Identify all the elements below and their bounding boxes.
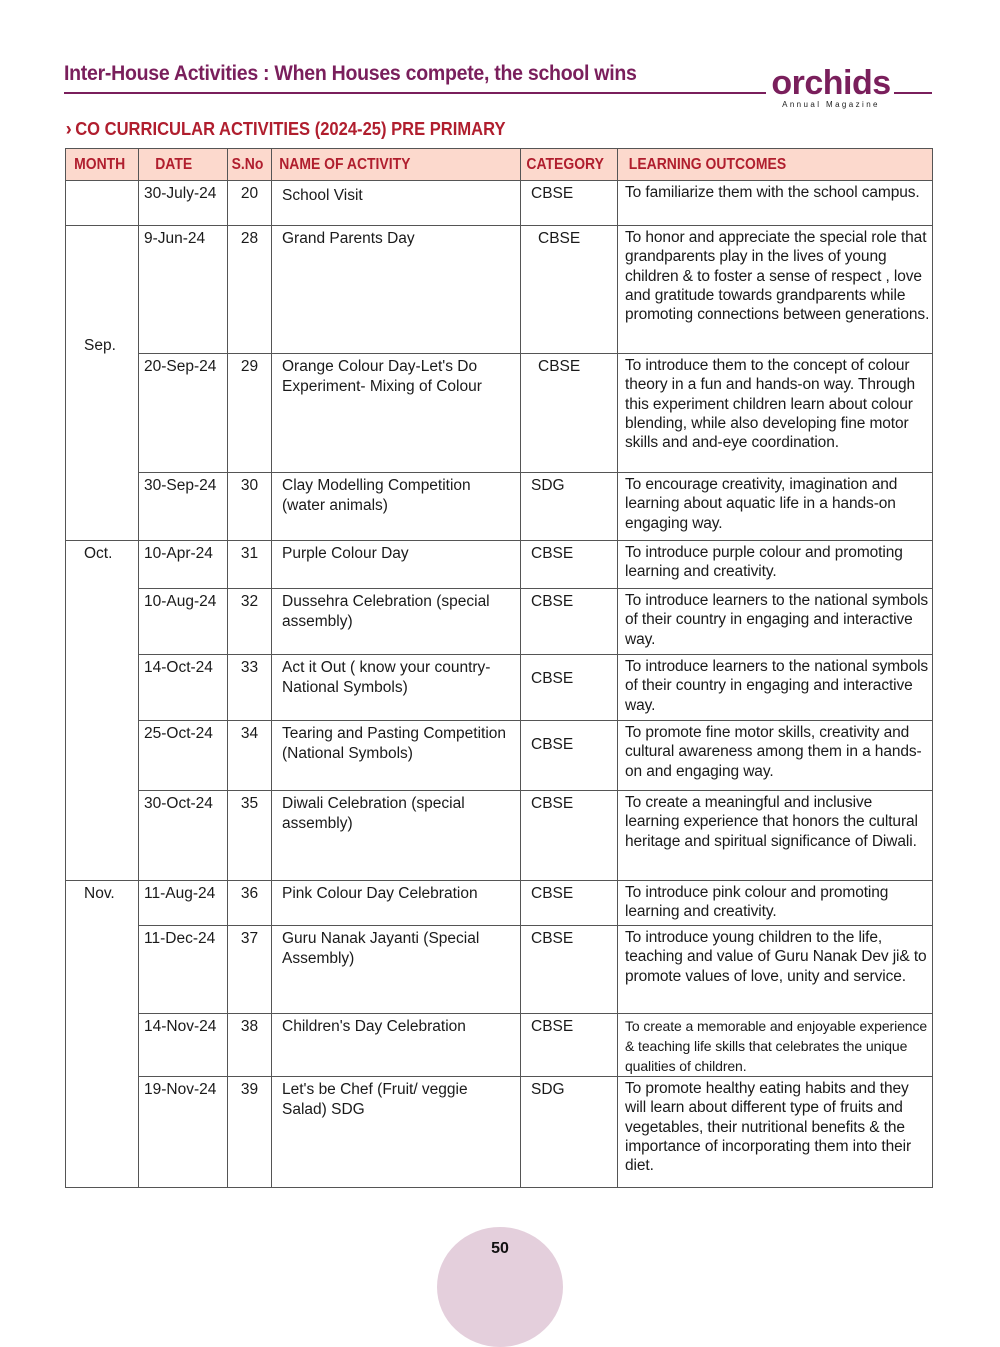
sno-text: 32 — [240, 593, 259, 610]
sno-text: 29 — [240, 358, 259, 375]
month-cell — [66, 181, 139, 226]
table-row — [66, 354, 933, 473]
name-cell — [272, 1014, 521, 1077]
outcome-cell — [618, 473, 933, 541]
table-row — [66, 791, 933, 881]
logo-wordmark: orchids — [771, 64, 891, 102]
date-cell — [139, 926, 228, 1014]
outcome-text: To honor and appreciate the special role that grandparents play in the lives of young children & to foster a sense of respect , love and gratitude towards grandparents while promoting connections between generations. — [625, 229, 930, 324]
outcome-cell — [618, 589, 933, 655]
date-text: 14-Nov-24 — [144, 1018, 217, 1035]
name-cell — [272, 473, 521, 541]
category-text: SDG — [531, 1081, 565, 1098]
date-cell — [139, 181, 228, 226]
date-text: 11-Aug-24 — [144, 885, 216, 902]
name-cell — [272, 589, 521, 655]
outcome-text: To introduce them to the concept of colour theory in a fun and hands-on way. Through this experiment children learn about colour blending, while also developing fine motor skills and and-eye coordination. — [625, 357, 916, 452]
sno-cell — [228, 791, 272, 881]
outcome-text: To introduce pink colour and promoting learning and creativity. — [625, 884, 889, 921]
name-text: Pink Colour Day Celebration — [282, 885, 478, 902]
category-cell — [521, 181, 618, 226]
date-text: 25-Oct-24 — [144, 725, 213, 742]
outcome-cell — [618, 541, 933, 589]
date-cell — [139, 354, 228, 473]
category-cell — [521, 926, 618, 1014]
name-text: Let's be Chef (Fruit/ veggie Salad) SDG — [282, 1081, 468, 1118]
section-heading — [66, 119, 506, 140]
category-cell — [521, 655, 618, 721]
category-cell — [521, 1077, 618, 1188]
category-cell — [521, 473, 618, 541]
outcome-text: To create a meaningful and inclusive learning experience that honors the cultural heritage and spiritual significance of Diwali. — [625, 794, 918, 850]
page-header-title: Inter-House Activities : When Houses compete, the school wins — [64, 62, 637, 85]
sno-cell — [228, 1077, 272, 1188]
category-text: CBSE — [531, 930, 574, 947]
sno-cell — [228, 1014, 272, 1077]
table-row — [66, 181, 933, 226]
month-label: Nov. — [84, 885, 115, 902]
table-row — [66, 655, 933, 721]
outcome-text: To familiarize them with the school campus. — [625, 184, 920, 201]
sno-cell — [228, 541, 272, 589]
activities-table — [65, 148, 933, 1188]
date-text: 19-Nov-24 — [144, 1081, 217, 1098]
section-title: CO CURRICULAR ACTIVITIES (2024-25) PRE PRIMARY — [75, 119, 506, 139]
sno-text: 30 — [240, 477, 259, 494]
outcome-cell — [618, 181, 933, 226]
date-cell — [139, 589, 228, 655]
name-text: Tearing and Pasting Competition (National Symbols) — [282, 725, 507, 762]
month-label — [66, 181, 138, 184]
outcome-text: To introduce learners to the national symbols of their country in engaging and interactive way. — [625, 592, 929, 648]
table-row — [66, 1014, 933, 1077]
date-cell — [139, 541, 228, 589]
name-text: Orange Colour Day-Let's Do Experiment- Mixing of Colour — [282, 358, 482, 395]
date-cell — [139, 473, 228, 541]
category-text: CBSE — [531, 670, 574, 687]
table-row — [66, 226, 933, 354]
column-header-activity: NAME OF ACTIVITY — [272, 149, 521, 181]
sno-text: 33 — [240, 659, 259, 676]
sno-text: 36 — [240, 885, 259, 902]
date-cell — [139, 1014, 228, 1077]
name-cell — [272, 541, 521, 589]
date-cell — [139, 791, 228, 881]
category-cell — [521, 541, 618, 589]
category-text: CBSE — [531, 545, 574, 562]
date-text: 20-Sep-24 — [144, 358, 217, 375]
date-cell — [139, 226, 228, 354]
name-cell — [272, 881, 521, 926]
logo-rule — [894, 92, 932, 94]
category-text: SDG — [531, 477, 565, 494]
orchids-logo — [771, 66, 891, 109]
category-text: CBSE — [531, 185, 574, 202]
sno-text: 39 — [240, 1081, 259, 1098]
month-cell — [66, 541, 139, 881]
outcome-cell — [618, 226, 933, 354]
sno-cell — [228, 226, 272, 354]
name-cell — [272, 226, 521, 354]
sno-text: 20 — [240, 185, 259, 202]
table-row — [66, 1077, 933, 1188]
header-rule — [64, 92, 766, 94]
name-cell — [272, 721, 521, 791]
sno-cell — [228, 926, 272, 1014]
outcome-text: To encourage creativity, imagination and learning about aquatic life in a hands-on engaging way. — [625, 476, 898, 532]
name-text: Act it Out ( know your country-National Symbols) — [282, 659, 491, 696]
sno-cell — [228, 655, 272, 721]
outcome-text: To introduce young children to the life, teaching and value of Guru Nanak Dev ji& to promote values of love, unity and service. — [625, 929, 927, 985]
outcome-text: To promote fine motor skills, creativity and cultural awareness among them in a hands-on and engaging way. — [625, 724, 922, 780]
outcome-cell — [618, 1014, 933, 1077]
category-text: CBSE — [531, 736, 574, 753]
outcome-cell — [618, 655, 933, 721]
date-text: 9-Jun-24 — [144, 230, 206, 247]
category-text: CBSE — [538, 230, 581, 247]
category-text: CBSE — [538, 358, 581, 375]
sno-text: 35 — [240, 795, 259, 812]
category-text: CBSE — [531, 1018, 574, 1035]
category-text: CBSE — [531, 593, 574, 610]
category-cell — [521, 881, 618, 926]
sno-cell — [228, 473, 272, 541]
name-cell — [272, 655, 521, 721]
table-row — [66, 541, 933, 589]
outcome-cell — [618, 881, 933, 926]
outcome-text: To introduce purple colour and promoting learning and creativity. — [625, 544, 903, 581]
month-cell — [66, 226, 139, 541]
sno-cell — [228, 881, 272, 926]
column-header-date: DATE — [139, 149, 228, 181]
date-text: 30-Sep-24 — [144, 477, 217, 494]
sno-text: 31 — [240, 545, 259, 562]
name-text: School Visit — [282, 187, 363, 204]
date-text: 10-Apr-24 — [144, 545, 213, 562]
category-cell — [521, 1014, 618, 1077]
sno-text: 34 — [240, 725, 259, 742]
table-header-row — [66, 149, 933, 181]
column-header-month: MONTH — [66, 149, 139, 181]
name-cell — [272, 926, 521, 1014]
table-row — [66, 721, 933, 791]
sno-cell — [228, 354, 272, 473]
category-cell — [521, 791, 618, 881]
category-cell — [521, 721, 618, 791]
name-text: Purple Colour Day — [282, 545, 409, 562]
sno-text: 38 — [240, 1018, 259, 1035]
date-cell — [139, 721, 228, 791]
date-text: 10-Aug-24 — [144, 593, 217, 610]
column-header-outcomes: LEARNING OUTCOMES — [618, 149, 933, 181]
category-cell — [521, 226, 618, 354]
date-cell — [139, 1077, 228, 1188]
date-cell — [139, 655, 228, 721]
date-text: 11-Dec-24 — [144, 930, 216, 947]
column-header-sno: S.No — [228, 149, 272, 181]
date-text: 14-Oct-24 — [144, 659, 213, 676]
column-header-category: CATEGORY — [521, 149, 618, 181]
table-row — [66, 473, 933, 541]
outcome-text: To create a memorable and enjoyable experience & teaching life skills that celebrates the unique qualities of children. — [625, 1018, 928, 1074]
outcome-cell — [618, 721, 933, 791]
name-text: Diwali Celebration (special assembly) — [282, 795, 465, 832]
month-cell — [66, 881, 139, 1188]
name-text: Clay Modelling Competition (water animals) — [282, 477, 471, 514]
date-cell — [139, 881, 228, 926]
sno-cell — [228, 589, 272, 655]
category-text: CBSE — [531, 795, 574, 812]
category-cell — [521, 589, 618, 655]
name-text: Dussehra Celebration (special assembly) — [282, 593, 490, 630]
name-cell — [272, 791, 521, 881]
category-cell — [521, 354, 618, 473]
table-row — [66, 881, 933, 926]
outcome-text: To promote healthy eating habits and they will learn about different type of fruits and vegetables, their nutritional benefits & the importance of incorporating them into their diet. — [625, 1080, 912, 1175]
page-number: 50 — [491, 1240, 509, 1257]
name-cell — [272, 354, 521, 473]
sno-text: 37 — [240, 930, 259, 947]
date-text: 30-Oct-24 — [144, 795, 213, 812]
outcome-text: To introduce learners to the national symbols of their country in engaging and interactive way. — [625, 658, 929, 714]
month-label: Sep. — [84, 337, 116, 354]
outcome-cell — [618, 926, 933, 1014]
name-cell — [272, 1077, 521, 1188]
sno-cell — [228, 721, 272, 791]
name-cell — [272, 181, 521, 226]
sno-text: 28 — [240, 230, 259, 247]
sno-cell — [228, 181, 272, 226]
outcome-cell — [618, 791, 933, 881]
outcome-cell — [618, 1077, 933, 1188]
table-row — [66, 589, 933, 655]
date-text: 30-July-24 — [144, 185, 217, 202]
name-text: Grand Parents Day — [282, 230, 415, 247]
name-text: Children's Day Celebration — [282, 1018, 466, 1035]
table-row — [66, 926, 933, 1014]
category-text: CBSE — [531, 885, 574, 902]
month-label: Oct. — [84, 545, 113, 562]
outcome-cell — [618, 354, 933, 473]
name-text: Guru Nanak Jayanti (Special Assembly) — [282, 930, 480, 967]
logo-subtitle: Annual Magazine — [782, 100, 880, 109]
